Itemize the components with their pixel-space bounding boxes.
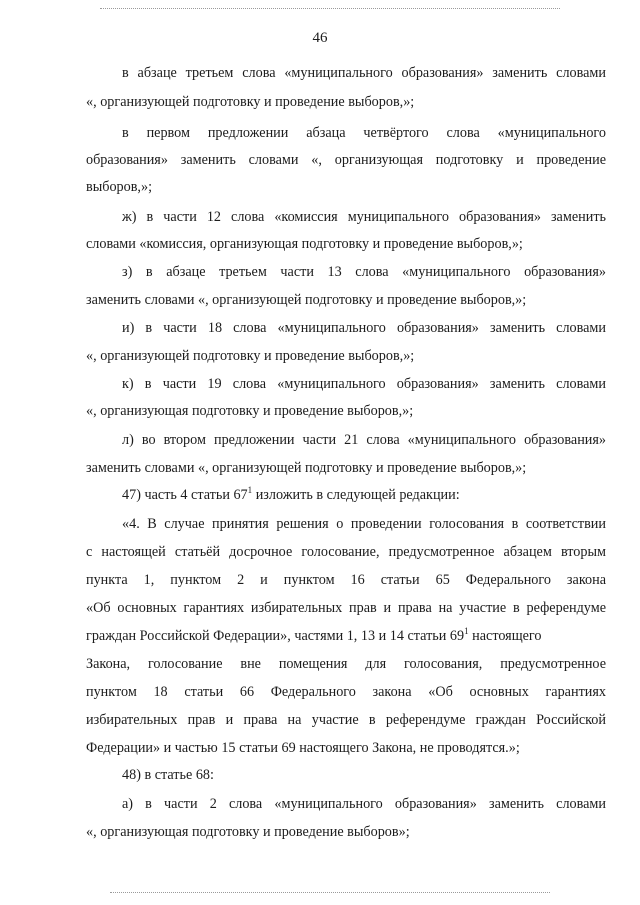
text-segment: 47) часть 4 статьи 67 [122,487,248,503]
text-line: словами «комиссия, организующая подготовку и проведение выборов,»; [86,236,523,252]
text-line: з) в абзаце третьем части 13 слова «муниципального образования» [122,264,606,280]
page-number: 46 [312,30,328,46]
text-line: «, организующая подготовку и проведение выборов,»; [86,403,414,419]
superscript: 1 [247,485,253,495]
text-line: в абзаце третьем слова «муниципального образования» заменить словами [122,65,606,81]
text-line: с настоящей статьёй досрочное голосование, предусмотренное абзацем вторым [86,544,606,560]
text-line: заменить словами «, организующей подготовку и проведение выборов,»; [86,292,527,308]
text-line: выборов,»; [86,179,153,195]
text-line: к) в части 19 слова «муниципального образования» заменить словами [122,376,606,392]
text-line: 48) в статье 68: [122,767,214,783]
text-line: л) во втором предложении части 21 слова «муниципального образования» [122,432,606,448]
text-line: «, организующая подготовку и проведение выборов»; [86,824,410,840]
text-line: образования» заменить словами «, организующая подготовку и проведение [86,152,606,168]
text-line: «, организующей подготовку и проведение выборов,»; [86,348,415,364]
text-line: Закона, голосование вне помещения для голосования, предусмотренное [86,656,606,672]
text-line: «4. В случае принятия решения о проведении голосования в соответствии [122,516,606,532]
text-line: Федерации» и частью 15 статьи 69 настоящего Закона, не проводятся.»; [86,740,520,756]
text-line: ж) в части 12 слова «комиссия муниципального образования» заменить [122,209,606,225]
text-line: избирательных прав и права на участие в референдуме граждан Российской [86,712,606,728]
scan-artifact-top [100,8,560,10]
text-line: заменить словами «, организующей подготовку и проведение выборов,»; [86,460,527,476]
scan-artifact-bottom [110,892,550,894]
superscript: 1 [464,626,469,636]
text-line: пунктом 18 статьи 66 Федерального закона «Об основных гарантиях [86,684,606,700]
text-line: а) в части 2 слова «муниципального образования» заменить словами [122,796,606,812]
text-line [86,627,606,645]
text-line: и) в части 18 слова «муниципального образования» заменить словами [122,320,606,336]
text-line [122,486,606,504]
text-line: «, организующей подготовку и проведение выборов,»; [86,94,415,110]
text-segment: настоящего [468,628,542,644]
text-line: «Об основных гарантиях избирательных прав и права на участие в референдуме [86,600,606,616]
text-segment: граждан Российской Федерации», частями 1, 13 и 14 статьи 69 [86,628,465,644]
text-segment: изложить в следующей редакции: [252,487,460,503]
text-line: пункта 1, пунктом 2 и пунктом 16 статьи 65 Федерального закона [86,572,606,588]
text-line: в первом предложении абзаца четвёртого слова «муниципального [122,125,606,141]
